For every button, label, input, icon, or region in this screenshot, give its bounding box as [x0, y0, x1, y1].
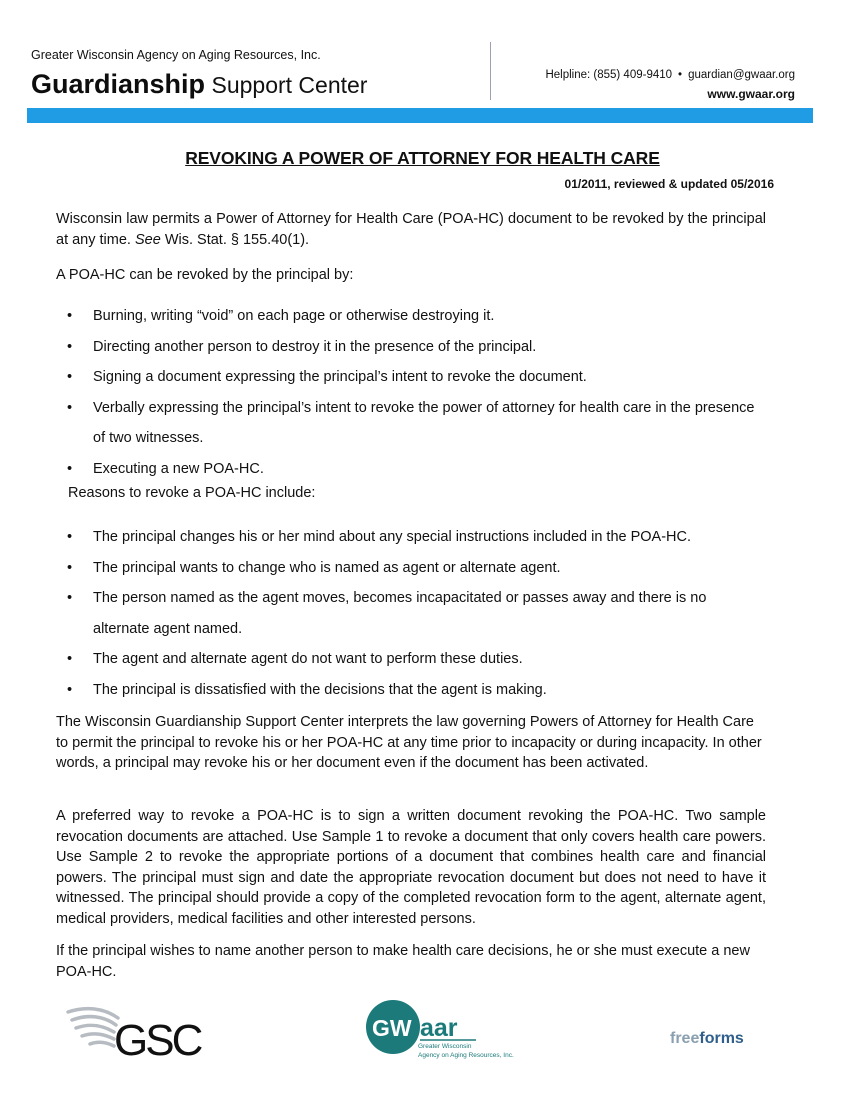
- intro-paragraph: [56, 209, 766, 251]
- list-item: • Executing a new POA-HC.: [56, 454, 766, 485]
- list-item: • Burning, writing “void” on each page or otherwise destroying it.: [56, 301, 766, 332]
- separator-dot: •: [678, 69, 683, 81]
- document-title: REVOKING A POWER OF ATTORNEY FOR HEALTH CARE: [185, 148, 660, 168]
- methods-lead: A POA-HC can be revoked by the principal by:: [56, 267, 354, 283]
- header-bar: [27, 108, 813, 123]
- intro-text-b: Wis. Stat. § 155.40(1).: [160, 232, 310, 248]
- gwaar-logo-line1: Greater Wisconsin: [418, 1043, 472, 1050]
- gwaar-logo-line2: Agency on Aging Resources, Inc.: [418, 1052, 514, 1059]
- wing-icon: [68, 1009, 118, 1046]
- interpretation-paragraph: The Wisconsin Guardianship Support Center interprets the law governing Powers of Attorney for Health Care to permit the principal to revoke his or her POA-HC at any time prior to incapacity or during incapacity. In other words, a principal may revoke his or her document even if the document has been activated.: [56, 714, 762, 771]
- list-item: • The principal is dissatisfied with the decisions that the agent is making.: [56, 675, 766, 706]
- freeforms-logo: [670, 1030, 744, 1048]
- helpline: Helpline: (855) 409-9410: [545, 69, 673, 81]
- list-item: • Verbally expressing the principal’s intent to revoke the power of attorney for health care in the presence of two witnesses.: [56, 393, 766, 454]
- intro-see: See: [134, 232, 161, 248]
- email-link[interactable]: guardian@gwaar.org: [688, 69, 795, 81]
- preferred-method-paragraph: A preferred way to revoke a POA-HC is to sign a written document revoking the POA-HC. Two sample revocation documents are attached. Use Sample 1 to revoke a document that only covers health care powers. Use Sample 2 to revoke the appropriate portions of a document that combines health care and financial powers. The principal must sign and date the appropriate revocation document but does not need to have it witnessed. The principal should provide a copy of the completed revocation form to the agent, alternate agent, medical providers, medical facilities and other interested persons.: [56, 808, 766, 927]
- header-contact: [545, 66, 795, 104]
- reasons-lead: Reasons to revoke a POA-HC include:: [68, 485, 316, 501]
- list-item: • The agent and alternate agent do not want to perform these duties.: [56, 644, 766, 675]
- new-poa-paragraph: If the principal wishes to name another person to make health care decisions, he or she must execute a new POA-HC.: [56, 943, 750, 980]
- header-org-name: Greater Wisconsin Agency on Aging Resources, Inc.: [31, 48, 321, 62]
- gwaar-logo: [364, 1000, 534, 1065]
- list-item: • Directing another person to destroy it in the presence of the principal.: [56, 332, 766, 363]
- methods-list: [56, 301, 766, 484]
- list-item: • Signing a document expressing the principal’s intent to revoke the document.: [56, 362, 766, 393]
- header-title-bold: Guardianship: [31, 69, 206, 99]
- gwaar-logo-mark: GW: [372, 1015, 412, 1041]
- document-date: 01/2011, reviewed & updated 05/2016: [564, 177, 774, 191]
- reasons-list: [56, 522, 766, 705]
- gsc-logo: [66, 1000, 206, 1065]
- list-item: • The principal changes his or her mind about any special instructions included in the POA-HC.: [56, 522, 766, 553]
- header-title: [31, 69, 367, 100]
- website-link[interactable]: www.gwaar.org: [707, 87, 795, 101]
- intro-text-a: Wisconsin law permits a Power of Attorney for Health Care (POA-HC) document to be revoked by the principal at any time.: [56, 211, 766, 248]
- list-item: • The person named as the agent moves, becomes incapacitated or passes away and there is no alternate agent named.: [56, 583, 766, 644]
- freeforms-logo-a: free: [670, 1030, 700, 1047]
- header-divider: [490, 42, 491, 100]
- freeforms-logo-b: forms: [699, 1030, 744, 1047]
- gwaar-logo-rest: aar: [420, 1014, 458, 1042]
- gsc-logo-text: GSC: [114, 1016, 201, 1065]
- list-item: • The principal wants to change who is named as agent or alternate agent.: [56, 553, 766, 584]
- header-title-light: Support Center: [211, 72, 368, 98]
